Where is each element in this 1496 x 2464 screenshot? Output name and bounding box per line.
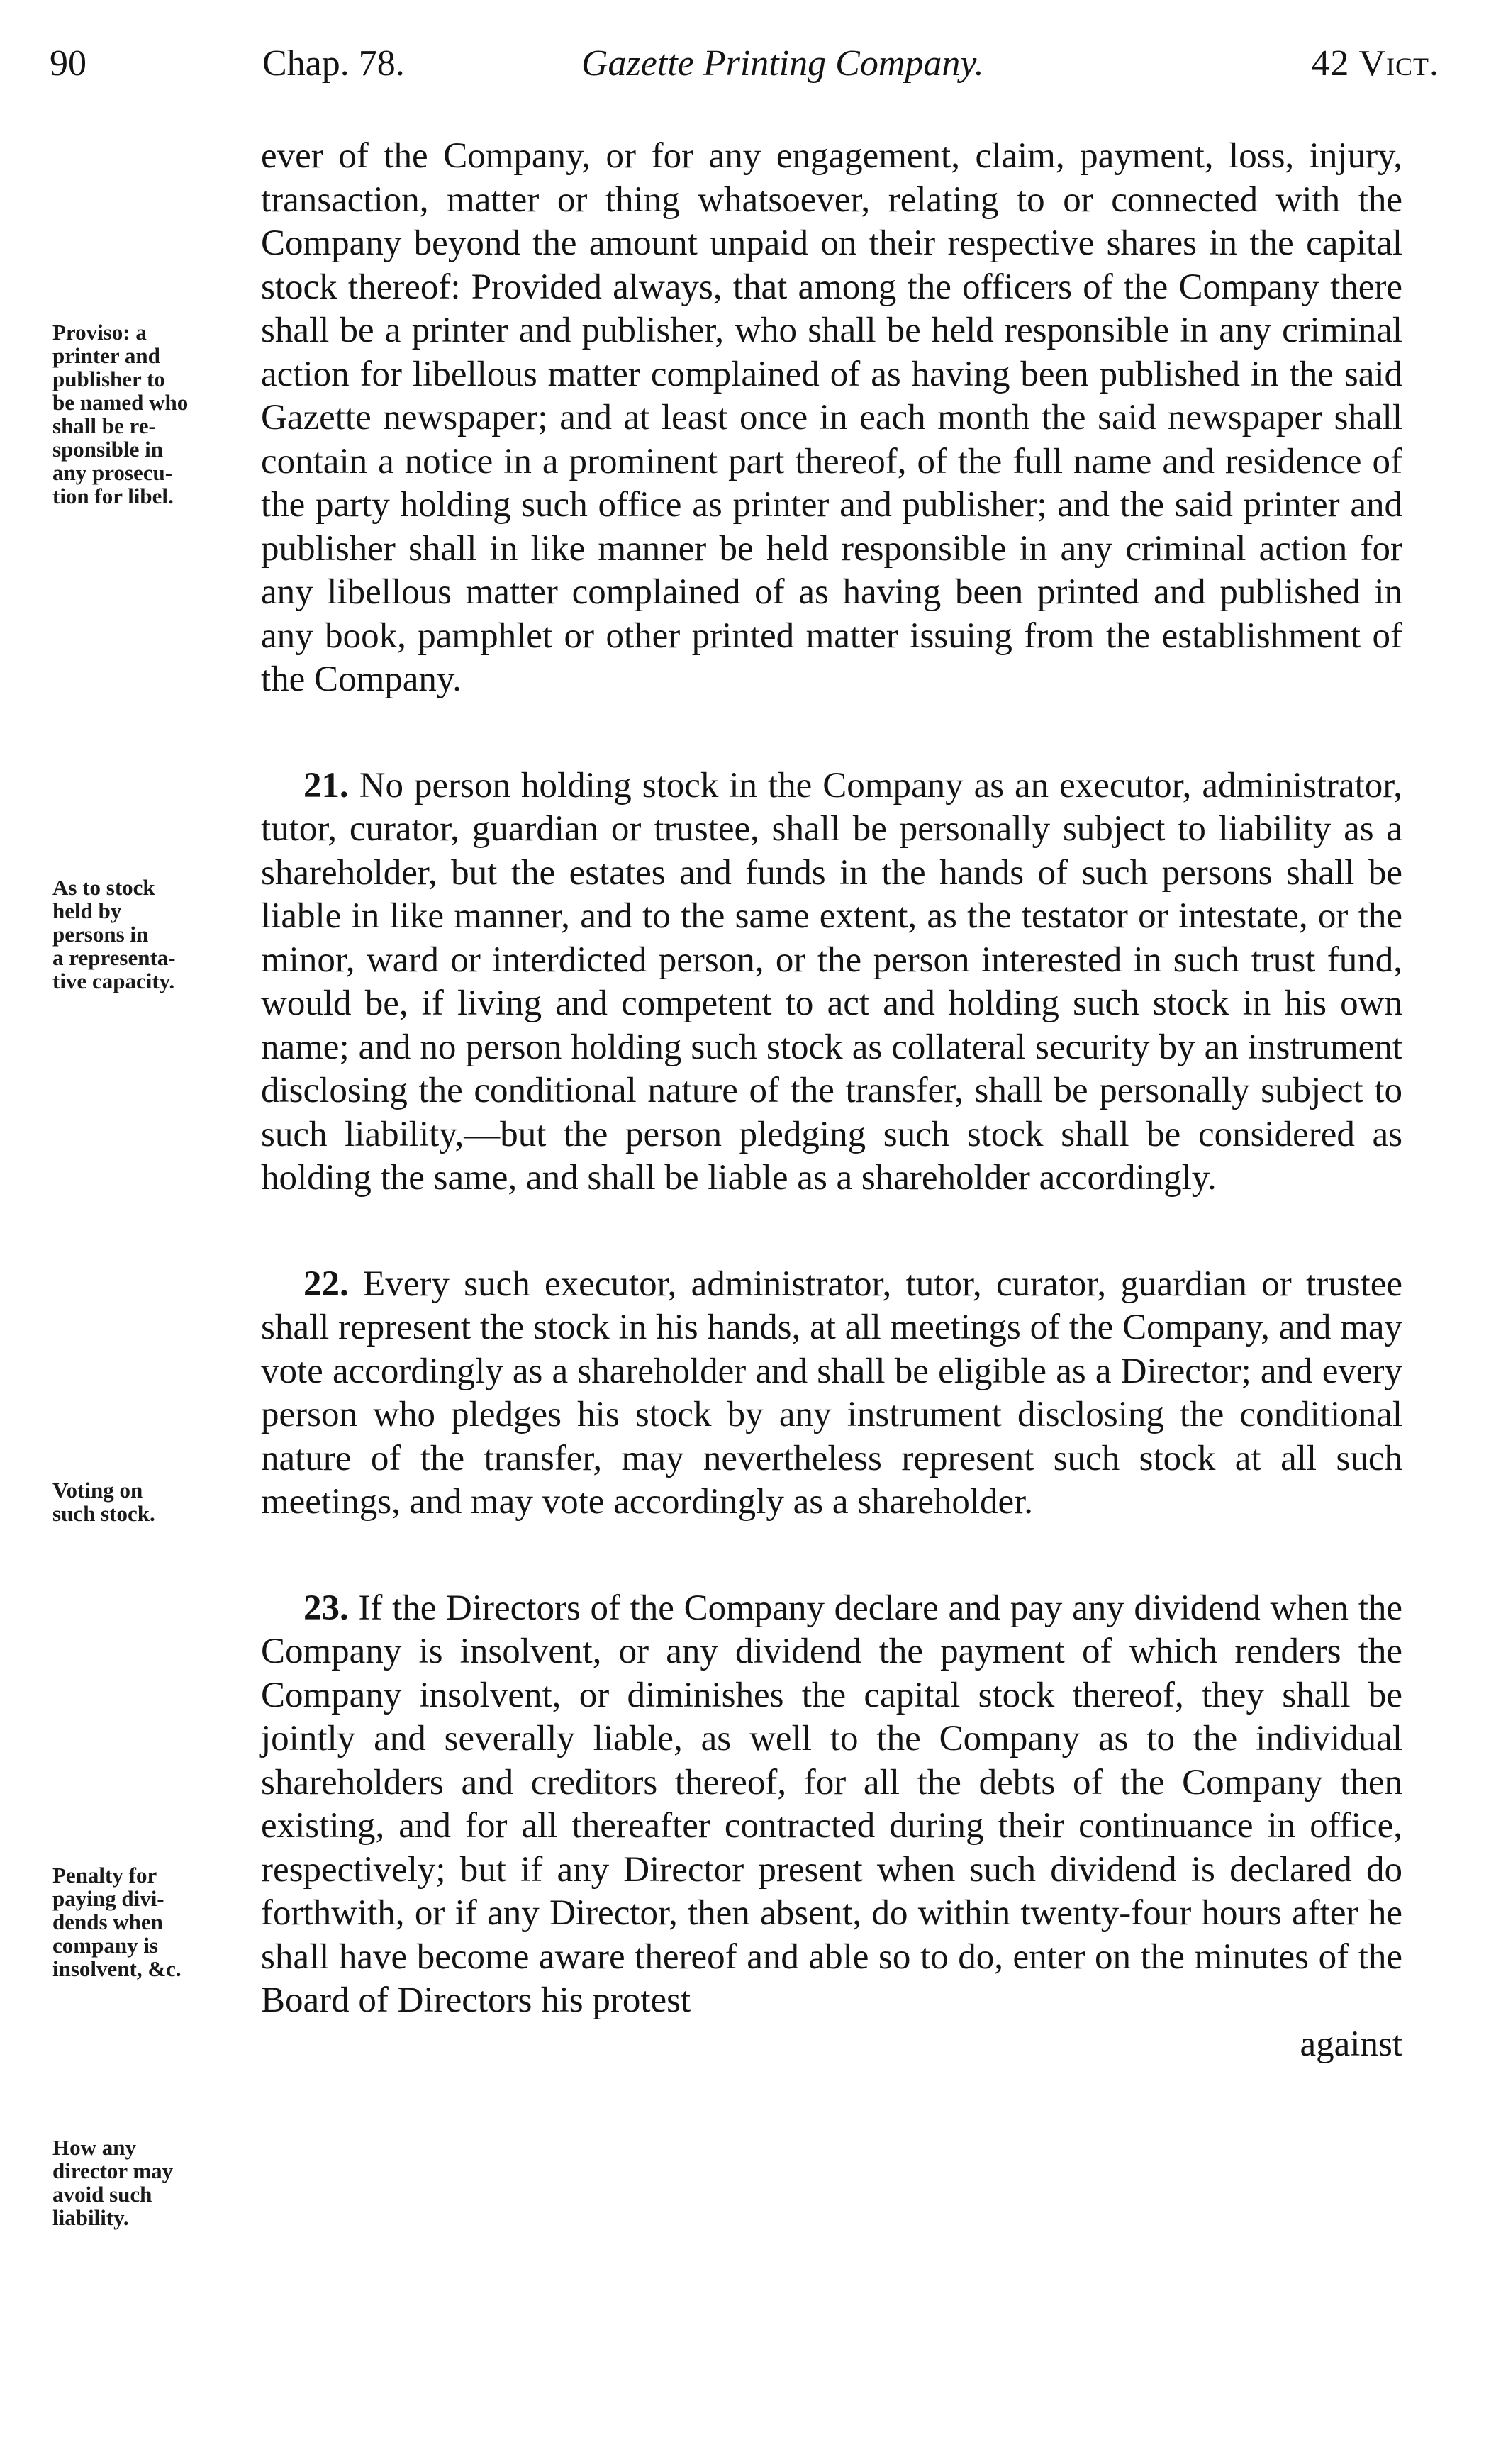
section-number: 21. [303, 765, 349, 805]
catchword: against [1300, 2024, 1402, 2064]
regnal-year: 42 Vict. [1311, 43, 1439, 84]
margin-note-dividend-penalty: Penalty for paying divi- dends when company is insolvent, &c. [52, 1863, 182, 1981]
chapter-label: Chap. 78. [262, 43, 405, 84]
paragraph-continuation [261, 135, 1402, 702]
section-22 [261, 1263, 1402, 1524]
body-text [261, 135, 1402, 2066]
section-23 [261, 1587, 1402, 2023]
section-text: Every such executor, administrator, tutor, curator, guardian or trustee shall represent the stock in his hands, at all meetings of the Company, and may vote accordingly as a shareholder and shall be eligible as a Director; and every person who pledges his stock by any instrument disclosing the conditional nature of the transfer, may nevertheless represent such stock at all such meetings, and may vote accordingly as a shareholder. [261, 1264, 1402, 1522]
margin-note-representative-stock: As to stock held by persons in a representa- tive capacity. [52, 875, 176, 993]
running-head [50, 43, 1439, 99]
margin-note-voting: Voting on such stock. [52, 1478, 155, 1526]
running-title: Gazette Printing Company. [581, 43, 984, 84]
section-text: No person holding stock in the Company as an executor, administrator, tutor, curator, guardian or trustee, shall be personally subject to liability as a shareholder, but the estates and funds in the hands of such persons shall be liable in like manner, and to the same extent, as the testator or intestate, or the minor, ward or interdicted person, or the person interested in such trust fund, would be, if living and competent to act and holding such stock in his own name; and no person holding such stock as collateral security by an instrument disclosing the conditional nature of the transfer, shall be personally subject to such liability,—but the person pledging such stock shall be considered as holding the same, and shall be liable as a shareholder accordingly. [261, 765, 1402, 1198]
paragraph-text: ever of the Company, or for any engagement, claim, payment, loss, injury, transaction, matter or thing whatsoever, relating to or connected with the Company beyond the amount unpaid on their respective shares in the capital stock thereof: Provided always, that among the officers of the Company there shall be a printer and publisher, who shall be held responsible in any criminal action for libellous matter complained of as having been published in the said Gazette newspaper; and at least once in each month the said newspaper shall contain a notice in a prominent part thereof, of the full name and residence of the party holding such office as printer and publisher; and the said printer and publisher shall in like manner be held responsible in any criminal action for any libellous matter complained of as having been printed and published in any book, pamphlet or other printed matter issuing from the establishment of the Company. [261, 136, 1402, 699]
section-text: If the Directors of the Company declare and pay any dividend when the Company is insolvent, or any dividend the payment of which renders the Company insolvent, or diminishes the capital stock thereof, they shall be jointly and severally liable, as well to the Company as to the individual shareholders and creditors thereof, for all the debts of the Company then existing, and for all thereafter contracted during their continuance in office, respectively; but if any Director present when such dividend is declared do forthwith, or if any Director, then absent, do within twenty-four hours after he shall have become aware thereof and able so to do, enter on the minutes of the Board of Directors his protest [261, 1588, 1403, 2020]
section-number: 23. [303, 1588, 349, 1628]
margin-note-proviso: Proviso: a printer and publisher to be named who shall be re- sponsible in any prosecu- tion for libel. [52, 320, 189, 508]
margin-note-director-liability: How any director may avoid such liability. [52, 2135, 174, 2230]
page-number: 90 [50, 43, 86, 84]
section-21 [261, 764, 1402, 1200]
section-number: 22. [303, 1264, 349, 1304]
